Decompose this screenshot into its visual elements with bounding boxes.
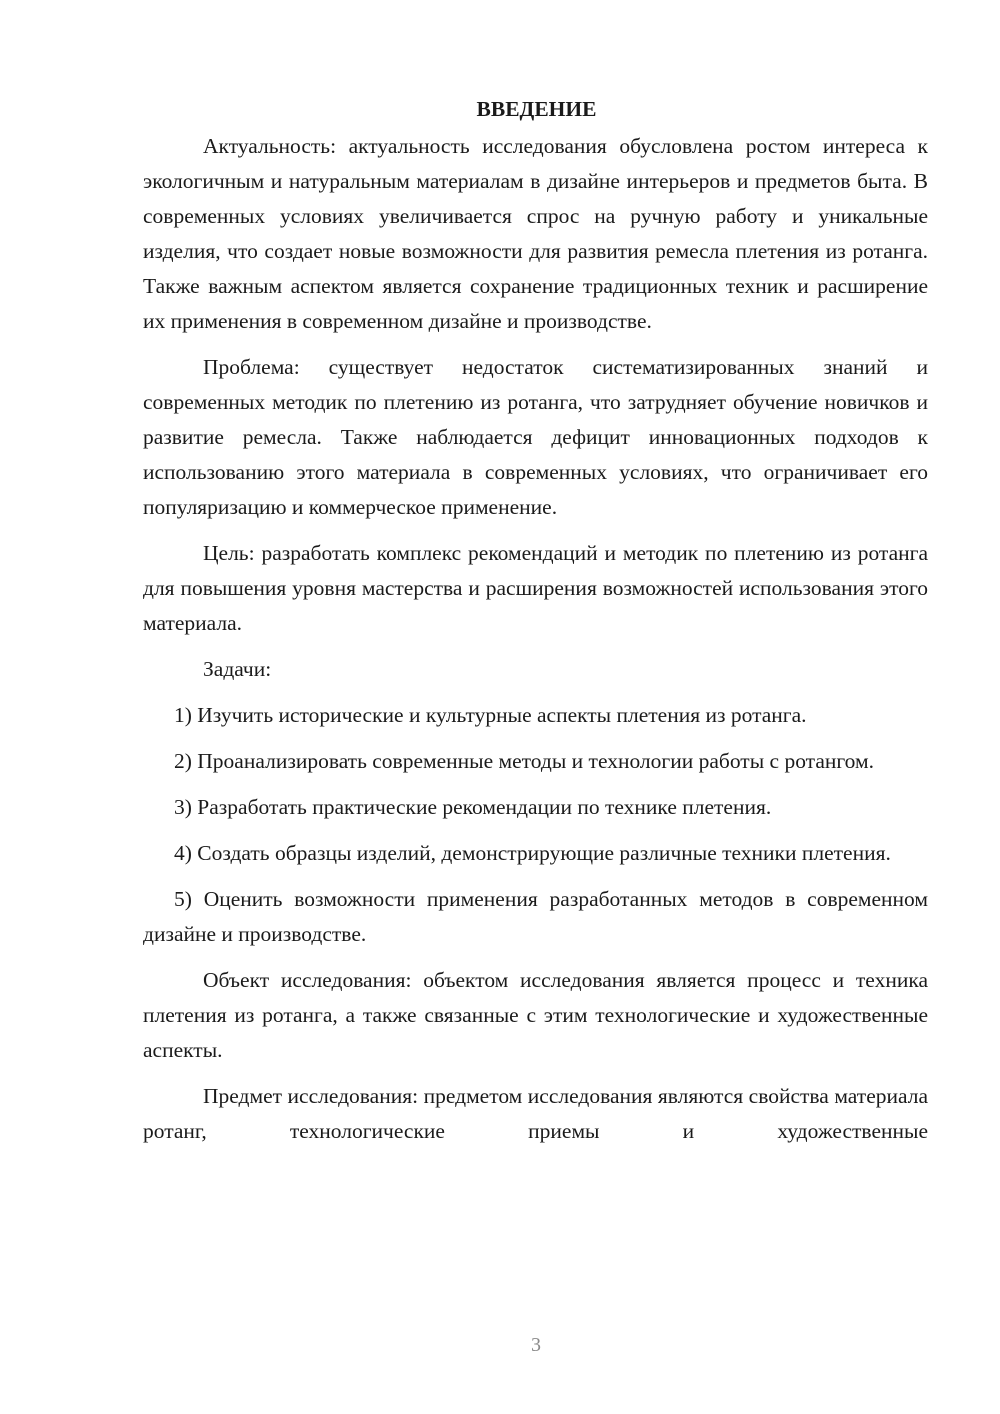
task-item-3: 3) Разработать практические рекомендации по технике плетения. xyxy=(174,795,772,819)
section-title: ВВЕДЕНИЕ xyxy=(476,97,597,121)
task-item-2: 2) Проанализировать современные методы и технологии работы с ротангом. xyxy=(174,749,874,773)
paragraph-object: Объект исследования: объектом исследования является процесс и техника плетения из ротанга, а также связанные с этим технологические и художественные аспекты. xyxy=(143,968,928,1062)
task-item-4: 4) Создать образцы изделий, демонстрирующие различные техники плетения. xyxy=(174,841,891,865)
page-number: 3 xyxy=(531,1334,541,1356)
paragraph-problem: Проблема: существует недостаток систематизированных знаний и современных методик по плетению из ротанга, что затрудняет обучение новичков и развитие ремесла. Также наблюдается дефицит инновационных подходов к использованию этого материала в современных условиях, что ограничивает его популяризацию и коммерческое применение. xyxy=(143,355,928,519)
tasks-heading: Задачи: xyxy=(203,657,272,681)
paragraph-subject: Предмет исследования: предметом исследования являются свойства материала ротанг, технологические приемы и художественные xyxy=(143,1084,928,1143)
paragraph-goal: Цель: разработать комплекс рекомендаций и методик по плетению из ротанга для повышения уровня мастерства и расширения возможностей использования этого материала. xyxy=(143,541,928,635)
paragraph-relevance: Актуальность: актуальность исследования обусловлена ростом интереса к экологичным и натуральным материалам в дизайне интерьеров и предметов быта. В современных условиях увеличивается спрос на ручную работу и уникальные изделия, что создает новые возможности для развития ремесла плетения из ротанга. Также важным аспектом является сохранение традиционных техник и расширение их применения в современном дизайне и производстве. xyxy=(143,134,928,333)
document-page xyxy=(143,92,928,1160)
task-item-5: 5) Оценить возможности применения разработанных методов в современном дизайне и производстве. xyxy=(143,887,928,946)
task-item-1: 1) Изучить исторические и культурные аспекты плетения из ротанга. xyxy=(174,703,807,727)
